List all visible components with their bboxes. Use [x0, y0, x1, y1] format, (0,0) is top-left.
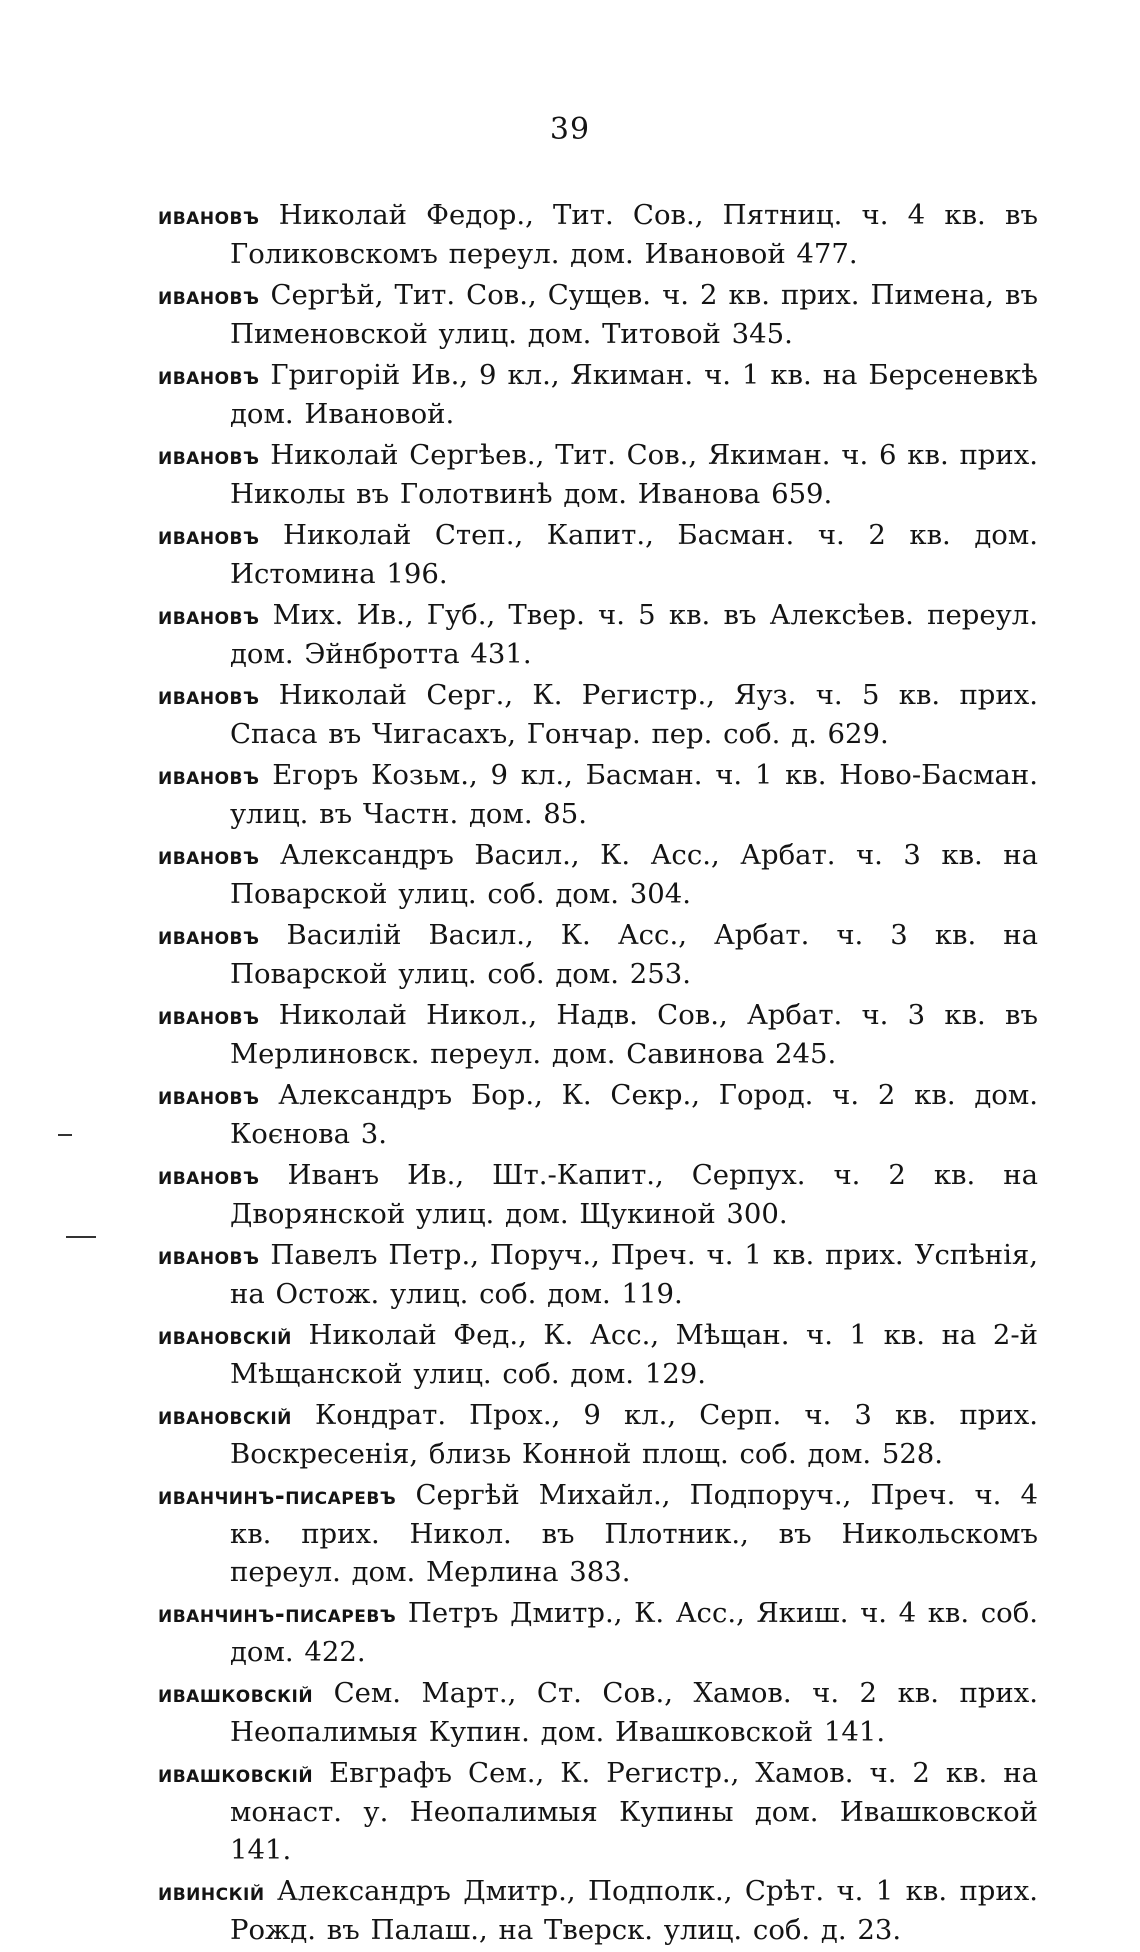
directory-entry: [158, 676, 1038, 753]
entry-details: Сергѣй, Тит. Сов., Сущев. ч. 2 кв. прих. Пимена, въ Пименовской улиц. дом. Титовой 345.: [230, 279, 1038, 350]
entry-details: Павелъ Петр., Поруч., Преч. ч. 1 кв. прих. Успѣнія, на Остож. улиц. соб. дом. 119.: [230, 1239, 1038, 1310]
entry-surname: ивановъ: [158, 602, 260, 630]
directory-entry: [158, 916, 1038, 993]
entry-details: Петръ Дмитр., К. Асс., Якиш. ч. 4 кв. соб. дом. 422.: [230, 1597, 1039, 1668]
entry-surname: ивановскій: [158, 1322, 292, 1350]
entry-details: Александръ Бор., К. Секр., Город. ч. 2 кв. дом. Коєнова 3.: [230, 1079, 1038, 1150]
directory-entry: [158, 1156, 1038, 1233]
entry-surname: ивановъ: [158, 1242, 260, 1270]
entry-details: Василій Васил., К. Асс., Арбат. ч. 3 кв. на Поварской улиц. соб. дом. 253.: [230, 919, 1038, 990]
directory-entry: [158, 196, 1038, 273]
entry-details: Кондрат. Прох., 9 кл., Серп. ч. 3 кв. прих. Воскресенія, близь Конной площ. соб. дом. 528.: [230, 1399, 1038, 1470]
entry-surname: ивинскій: [158, 1878, 265, 1906]
entry-surname: ивановъ: [158, 762, 260, 790]
directory-entry: [158, 756, 1038, 833]
entry-surname: ивановъ: [158, 1162, 260, 1190]
directory-entry: [158, 1594, 1038, 1671]
entry-surname: ивановъ: [158, 922, 260, 950]
entry-surname: ивановъ: [158, 282, 260, 310]
entry-details: Николай Серг., К. Регистр., Яуз. ч. 5 кв. прих. Спаса въ Чигасахъ, Гончар. пер. соб. д. 629.: [230, 679, 1038, 750]
directory-entry: [158, 1076, 1038, 1153]
entry-surname: ивашковскій: [158, 1680, 314, 1708]
entry-surname: ивановъ: [158, 1082, 260, 1110]
directory-entry: [158, 1316, 1038, 1393]
directory-entry: [158, 996, 1038, 1073]
entry-surname: ивановъ: [158, 1002, 260, 1030]
directory-entry: [158, 1236, 1038, 1313]
page-number: 39: [549, 112, 591, 147]
entry-surname: ивановъ: [158, 362, 260, 390]
directory-entry: [158, 276, 1038, 353]
directory-entry: [158, 516, 1038, 593]
entry-details: Николай Степ., Капит., Басман. ч. 2 кв. дом. Истомина 196.: [230, 519, 1038, 590]
margin-mark: [58, 1134, 72, 1136]
directory-entry: [158, 1476, 1038, 1591]
entry-details: Николай Никол., Надв. Сов., Арбат. ч. 3 кв. въ Мерлиновск. переул. дом. Савинова 245.: [230, 999, 1038, 1070]
entry-surname: ивановъ: [158, 682, 260, 710]
directory-entry: [158, 356, 1038, 433]
entry-details: Мих. Ив., Губ., Твер. ч. 5 кв. въ Алексѣев. переул. дом. Эйнбротта 431.: [230, 599, 1038, 670]
entry-details: Николай Сергѣев., Тит. Сов., Якиман. ч. 6 кв. прих. Николы въ Голотвинѣ дом. Иванова 659.: [230, 439, 1038, 510]
entry-details: Иванъ Ив., Шт.-Капит., Серпух. ч. 2 кв. на Дворянской улиц. дом. Щукиной 300.: [230, 1159, 1039, 1230]
entry-surname: ивановъ: [158, 842, 260, 870]
entry-details: Сем. Март., Ст. Сов., Хамов. ч. 2 кв. прих. Неопалимыя Купин. дом. Ивашковской 141.: [230, 1677, 1038, 1748]
entry-details: Николай Фед., К. Асс., Мѣщан. ч. 1 кв. на 2-й Мѣщанской улиц. соб. дом. 129.: [230, 1319, 1038, 1390]
directory-entry: [158, 596, 1038, 673]
entry-surname: ивановскій: [158, 1402, 292, 1430]
entry-details: Сергѣй Михайл., Подпоруч., Преч. ч. 4 кв. прих. Никол. въ Плотник., въ Никольскомъ переул. дом. Мерлина 383.: [230, 1479, 1039, 1588]
entry-details: Егоръ Козьм., 9 кл., Басман. ч. 1 кв. Ново-Басман. улиц. въ Частн. дом. 85.: [230, 759, 1039, 830]
entry-details: Александръ Васил., К. Асс., Арбат. ч. 3 кв. на Поварской улиц. соб. дом. 304.: [230, 839, 1038, 910]
entry-surname: иванчинъ-писаревъ: [158, 1600, 397, 1628]
entry-surname: ивановъ: [158, 522, 260, 550]
margin-mark: [66, 1236, 96, 1238]
entry-details: Николай Федор., Тит. Сов., Пятниц. ч. 4 кв. въ Голиковскомъ переул. дом. Ивановой 477.: [230, 199, 1039, 270]
entry-surname: ивановъ: [158, 442, 260, 470]
directory-entry: [158, 436, 1038, 513]
directory-entry: [158, 1754, 1038, 1869]
entry-details: Евграфъ Сем., К. Регистр., Хамов. ч. 2 кв. на монаст. у. Неопалимыя Купины дом. Ивашковской 141.: [230, 1757, 1038, 1866]
directory-entry: [158, 1396, 1038, 1473]
entry-details: Григорій Ив., 9 кл., Якиман. ч. 1 кв. на Берсеневкѣ дом. Ивановой.: [230, 359, 1038, 430]
entry-surname: ивановъ: [158, 202, 260, 230]
directory-entries: [158, 196, 1038, 1952]
entry-details: Александръ Дмитр., Подполк., Срѣт. ч. 1 кв. прих. Рожд. въ Палаш., на Тверск. улиц. соб. д. 23.: [230, 1875, 1038, 1946]
entry-surname: ивашковскій: [158, 1760, 314, 1788]
directory-entry: [158, 1674, 1038, 1751]
directory-entry: [158, 836, 1038, 913]
directory-entry: [158, 1872, 1038, 1949]
entry-surname: иванчинъ-писаревъ: [158, 1482, 397, 1510]
